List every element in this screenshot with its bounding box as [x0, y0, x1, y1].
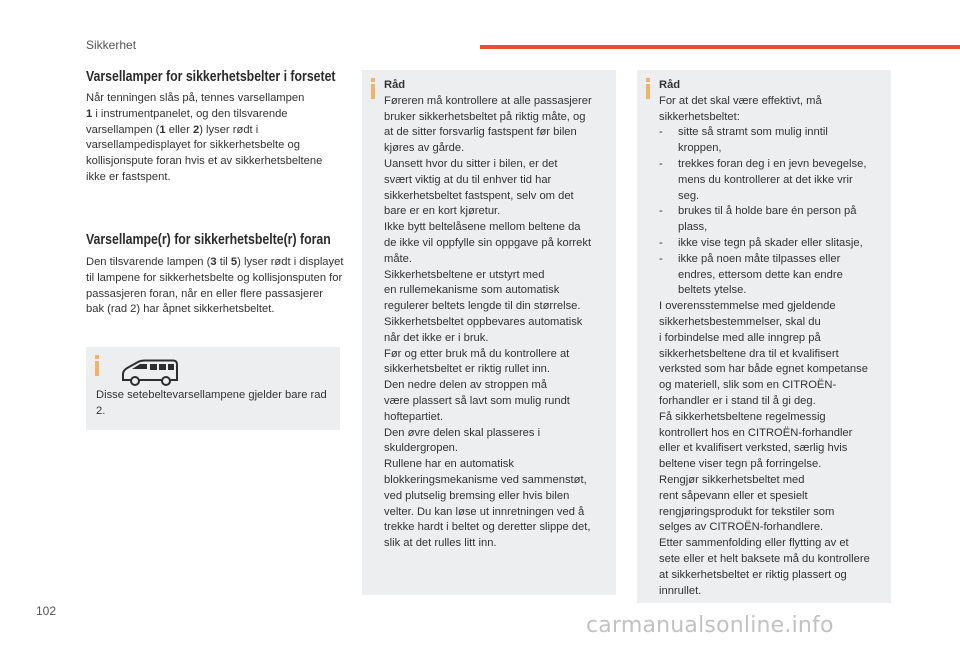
bullet-item — [659, 125, 889, 157]
advice-line: en rullemekanisme som automatisk — [384, 284, 560, 297]
advice-line: rent såpevann eller et spesielt — [659, 489, 808, 502]
advice-box-1 — [362, 70, 616, 595]
advice-line: ved plutselig bremsing eller hvis bilen — [384, 489, 570, 502]
advice-line: Den øvre delen skal plasseres i — [384, 426, 541, 439]
advice-line: sete eller et helt baksete må du kontrollere — [659, 552, 870, 565]
text: ) lyser rødt i varsellampedisplayet for sikkerhetsbelte og kollisjonspute foran hvis et av sikkerhetsbeltene ikke er fastspent. — [86, 123, 323, 183]
bullet-line: endres, ettersom dette kan endre — [678, 268, 843, 281]
text: til — [216, 256, 231, 268]
lamp-number: 5 — [230, 256, 238, 268]
advice-line: bruker sikkerhetsbeltet på riktig måte, og — [384, 110, 586, 123]
advice-line: I overensstemmelse med gjeldende — [659, 300, 836, 313]
advice-line: at de sitter forsvarlig fastspent før bilen — [384, 126, 577, 139]
advice-line: beltene viser tegn på forringelse. — [659, 458, 822, 471]
header-accent-bar — [480, 45, 960, 49]
advice-line: måte. — [384, 252, 412, 265]
bullet-line: brukes til å holde bare én person på — [678, 205, 857, 218]
advice-line: Rengjør sikkerhetsbeltet med — [659, 473, 805, 486]
lamp-number: 2 — [192, 123, 200, 136]
bullet-line: kroppen, — [678, 142, 722, 155]
advice-line: forhandler er i stand til å gi deg. — [659, 394, 816, 407]
advice-line: bare er en kort kjøretur. — [384, 205, 501, 218]
advice-line: Føreren må kontrollere at alle passasjerer — [384, 94, 592, 107]
bullet-dash: - — [659, 157, 663, 170]
advice-line: Få sikkerhetsbeltene regelmessig — [659, 410, 826, 423]
advice-line: verksted som har både egnet kompetanse — [659, 363, 868, 376]
bullet-line: beltets ytelse. — [678, 284, 747, 297]
bullet-line: ikke vise tegn på skader eller slitasje, — [678, 236, 863, 249]
section-title: Sikkerhet — [86, 38, 137, 52]
bullet-dash: - — [659, 205, 663, 218]
advice-line: skuldergropen. — [384, 442, 459, 455]
advice-line: hoftepartiet. — [384, 410, 444, 423]
heading-front-passenger-seatbelt-warning: Varsellampe(r) for sikkerhetsbelte(r) foran — [86, 231, 331, 248]
advice-line: sikkerhetsbeltet: — [659, 110, 740, 123]
advice-2-content — [659, 78, 889, 599]
advice-line: og materiell, slik som en CITROËN- — [659, 379, 837, 392]
bullet-line: plass, — [678, 221, 708, 234]
advice-line: regulerer beltets lengde til din størrelse. — [384, 300, 581, 313]
bullet-item — [659, 204, 889, 236]
advice-line: slik at det rulles litt inn. — [384, 537, 497, 550]
advice-line: sikkerhetsbeltet fastspent, selv om det — [384, 189, 574, 202]
info-icon — [646, 78, 650, 99]
bullet-line: ikke på noen måte tilpasses eller — [678, 252, 841, 265]
advice-line: trekke hardt i beltet og deretter slippe det, — [384, 521, 591, 534]
advice-title: Råd — [384, 79, 406, 91]
page-number: 102 — [36, 604, 57, 618]
text: Når tenningen slås på, tennes varsellampen — [86, 92, 305, 104]
advice-line: Sikkerhetsbeltet oppbevares automatisk — [384, 315, 583, 328]
advice-line: eller et kvalifisert verksted, særlig hvis — [659, 442, 848, 455]
bullet-line: mens du kontrollerer at det ikke vrir — [678, 173, 853, 186]
advice-line: velter. Du kan løse ut innretningen ved å — [384, 505, 585, 518]
advice-line: kontrollert hos en CITROËN-forhandler — [659, 426, 853, 439]
van-note-text: Disse setebeltevarsellampene gjelder bare rad 2. — [96, 389, 327, 417]
advice-line: rengjøringsprodukt for tekstiler som — [659, 505, 835, 518]
advice-line: Rullene har en automatisk — [384, 458, 514, 471]
info-icon — [95, 355, 99, 376]
text: Den tilsvarende lampen ( — [86, 256, 211, 268]
bullet-dash: - — [659, 236, 663, 249]
advice-line: at sikkerhetsbeltet er riktig plassert og — [659, 568, 847, 581]
text: i instrumentpanelet, og den tilsvarende varsellampen ( — [86, 107, 288, 136]
advice-line: sikkerhetsbeltene dra til et kvalifisert — [659, 347, 839, 360]
lamp-number: 3 — [210, 256, 217, 268]
advice-line: kjøres av gårde. — [384, 142, 465, 155]
advice-line: de ikke vil oppfylle sin oppgave på korrekt — [384, 236, 592, 249]
text: eller — [165, 123, 193, 136]
bullet-dash: - — [659, 126, 663, 139]
info-box-van — [86, 347, 340, 430]
advice-line: i forbindelse med alle inngrep på — [659, 331, 821, 344]
van-icon — [120, 359, 180, 387]
heading-front-seatbelt-warning: Varsellamper for sikkerhetsbelter i forsetet — [86, 68, 336, 85]
bullet-item — [659, 236, 889, 252]
lamp-number: 1 — [159, 123, 166, 136]
bullet-line: seg. — [678, 189, 700, 202]
advice-line: sikkerhetsbeltet er riktig rullet inn. — [384, 363, 551, 376]
advice-line: Den nedre delen av stroppen må — [384, 379, 547, 392]
advice-line: svært viktig at du til enhver tid har — [384, 173, 552, 186]
advice-line: Ikke bytt beltelåsene mellom beltene da — [384, 221, 581, 234]
advice-line: Uansett hvor du sitter i bilen, er det — [384, 157, 558, 170]
advice-line: være plassert så lavt som mulig rundt — [384, 394, 570, 407]
info-icon — [371, 78, 375, 99]
advice-line: Etter sammenfolding eller flytting av et — [659, 537, 849, 550]
advice-line: innrullet. — [659, 584, 702, 597]
advice-line: blokkeringsmekanisme ved sammenstøt, — [384, 473, 587, 486]
advice-title: Råd — [659, 79, 681, 91]
advice-line: Sikkerhetsbeltene er utstyrt med — [384, 268, 545, 281]
text: ) lyser rødt i displayet til lampene for sikkerhetsbelte og kollisjonsputen for passasjeren foran, når en eller flere passasjerer bak (rad 2) har åpnet sikkerhetsbeltet. — [86, 256, 344, 316]
bullet-item — [659, 157, 889, 204]
advice-line: når det ikke er i bruk. — [384, 331, 489, 344]
lamp-number: 1 — [86, 107, 93, 120]
advice-line: Før og etter bruk må du kontrollere at — [384, 347, 570, 360]
advice-line: For at det skal være effektivt, må — [659, 94, 822, 107]
advice-box-2 — [637, 70, 891, 603]
paragraph-front-seatbelt-warning — [86, 91, 344, 186]
bullet-line: trekkes foran deg i en jevn bevegelse, — [678, 157, 867, 170]
paragraph-front-passenger-seatbelt-warning — [86, 255, 344, 318]
advice-line: sikkerhetsbestemmelser, skal du — [659, 315, 821, 328]
bullet-line: sitte så stramt som mulig inntil — [678, 126, 828, 139]
advice-line: selges av CITROËN-forhandlere. — [659, 521, 824, 534]
bullet-dash: - — [659, 252, 663, 265]
advice-1-content — [384, 78, 614, 552]
watermark: carmanualsonline.info — [586, 613, 834, 638]
bullet-item — [659, 252, 889, 299]
